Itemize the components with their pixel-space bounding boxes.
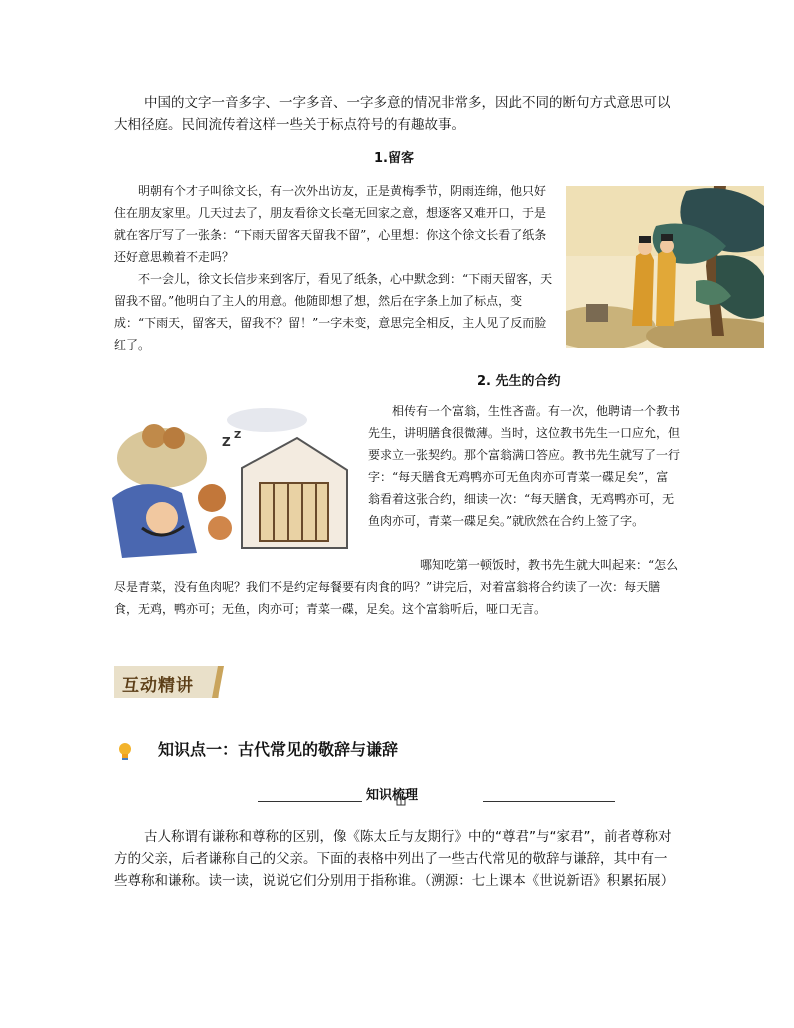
sub-heading: 知识梳理 [366, 788, 419, 803]
divider-left [258, 801, 362, 802]
story2-title: 2. 先生的合约 [477, 374, 561, 389]
book-icon [396, 796, 406, 806]
story1-paragraph-2: 不一会儿，徐文长信步来到客厅，看见了纸条，心中默念到：“下雨天留客，天留我不留。”他明白了主人的用意。他随即想了想，然后在字条上加了标点，变成：“下雨天，留客天，留我不？留！”一字未变，意思完全相反，主人见了反而脸红了。 [114, 272, 553, 352]
story2-paragraph-2: 哪知吃第一顿饭时，教书先生就大叫起来：“怎么尽是青菜，没有鱼肉呢？我们不是约定每餐要有肉食的吗？”讲完后，对着富翁将合约读了一次：每天膳食，无鸡，鸭亦可；无鱼，肉亦可；青菜一碟，足矣。这个富翁听后，哑口无言。 [114, 558, 679, 616]
knowledge-body-paragraph: 古人称谓有谦称和尊称的区别，像《陈太丘与友期行》中的“尊君”与“家君”，前者尊称对方的父亲，后者谦称自己的父亲。下面的表格中列出了一些古代常见的敬辞与谦辞，其中有一些尊称和谦称。读一读，说说它们分别用于指称谁。（溯源：七上课本《世说新语》积累拓展） [114, 829, 675, 889]
story1-paragraph-1: 明朝有个才子叫徐文长，有一次外出访友，正是黄梅季节，阴雨连绵，他只好住在朋友家里。几天过去了，朋友看徐文长毫无回家之意，想逐客又难开口，于是就在客厅写了一张条：“下雨天留客天留我不留”，心里想：你这个徐文长看了纸条还好意思赖着不走吗？ [114, 184, 547, 264]
svg-text:Z: Z [222, 435, 231, 449]
story1-title: 1.留客 [374, 151, 414, 166]
banner-slash-icon [212, 666, 224, 698]
intro-paragraph: 中国的文字一音多字、一字多音、一字多意的情况非常多，因此不同的断句方式意思可以大相径庭。民间流传着这样一些关于标点符号的有趣故事。 [114, 95, 671, 133]
svg-text:Z: Z [234, 430, 242, 441]
story2-paragraph-1: 相传有一个富翁，生性吝啬。有一次，他聘请一个教书先生，讲明膳食很微薄。当时，这位教书先生一口应允，但要求立一张契约。那个富翁满口答应。教书先生就写了一行字：“每天膳食无鸡鸭亦可无鱼肉亦可青菜一碟足矣”，富翁看着这张合约，细读一次：“每天膳食，无鸡鸭亦可，无鱼肉亦可，青菜一碟足矣。”就欣然在合约上签了字。 [368, 404, 681, 528]
section-banner-title: 互动精讲 [122, 676, 194, 696]
lightbulb-icon [117, 741, 133, 763]
story2-illustration [102, 378, 352, 566]
story1-illustration [566, 186, 764, 348]
divider-right [483, 801, 615, 802]
knowledge-point-title: 知识点一：古代常见的敬辞与谦辞 [158, 740, 399, 759]
